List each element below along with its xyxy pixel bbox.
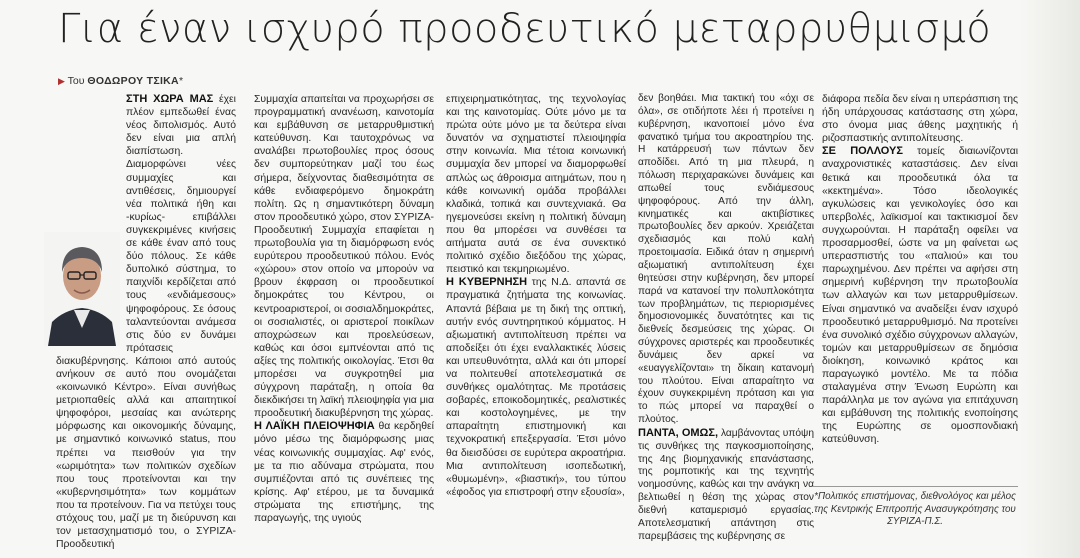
lead-in-4: ΠΑΝΤΑ, ΟΜΩΣ, (638, 426, 719, 439)
column-1-text: έχει πλέον εμπεδωθεί ένας νέος διπολισμός. Αυτό δεν είναι μια απλή διαπίστωση. Διαμορφώνει νέες συμμαχίες και αντιθέσεις, δημιουργεί νέα πολιτικά ήθη και -κυρίως- επιβάλλει συγκεκριμένες κινήσεις σε κάθε έναν από τους δύο πόλους. Σε κάθε δυπολικό σύστημα, το παιχνίδι κερδίζεται από τους «ενδιάμεσους» ψηφοφόρους. Σε όσους ταλαντεύονται ανάμεσα στις δύο εν δυνάμει πρότασεις διακυβέρνησης. Κάποιοι από αυτούς ανήκουν σε αυτό που ονομάζεται «κοινωνικό Κέντρο». Είναι συνήθως μετριοπαθείς αλλά και απαιτητικοί ψηφοφόροι, μεσαίας και ανώτερης μόρφωσης και οικονομικής δύναμης, με σημαντικό κοινωνικό status, που πρέπει να πεισθούν για την «ωριμότητα» των πολιτικών σχεδίων που τους προτείνονται και την «κυβερνησιμότητα» των κομμάτων που τα προτείνουν. Για να πετύχει τους στόχους του, μαζί με τη διεύρυνση και τον μετασχηματισμό του, ο ΣΥΡΙΖΑ-Προοδευτική (56, 94, 236, 551)
byline-prefix: Του (67, 75, 85, 87)
column-3 (446, 93, 626, 499)
byline-author: ΘΟΔΩΡΟΥ ΤΣΙΚΑ (87, 75, 179, 87)
author-photo (44, 232, 120, 346)
column-5-text-a: διάφορα πεδία δεν είναι η υπεράσπιση της ήδη υπάρχουσας κατάστασης στη χώρα, στο όνομα μιας άθεης μαχητικής ή ριζοσπαστικής αντιπολίτευσης. (822, 94, 1018, 145)
column-3-text-a: επιχειρηματικότητας, της τεχνολογίας και της καινοτομίας. Ούτε μόνο με τα πρώτα ούτε μόνο με τα δεύτερα είναι δυνατόν να σχηματιστεί πλειοψηφία στην κοινωνία. Μια τέτοια κοινωνική συμμαχία δεν μπορεί να διαμορφωθεί απλώς ως άθροισμα αιτημάτων, που η κάθε κοινωνική ομάδα προβάλλει κλαδικά, τοπικά και συντεχνιακά. Θα ηγεμονεύσει εκείνη η πολιτική δύναμη που θα μπορέσει να συνθέσει τα αιτήματα αυτά σε ένα συνεκτικό πολιτικό σχέδιο διεξόδου της χώρας, πειστικό και τεκμηριωμένο. (446, 94, 626, 276)
column-4-text-b: λαμβάνοντας υπόψη τις συνθήκες της παγκοσμιοποίησης, της 4ης βιομηχανικής επανάστασης, της ρομποτικής και της τεχνητής νοημοσύνης, καθώς και την ανάγκη να βελτιωθεί η θέση της χώρας στον διεθνή καταμερισμό εργασίας. Αποτελεσματική απάντηση στις παρεμβάσεις της κυβέρνησης σε (638, 427, 814, 542)
byline-suffix: * (178, 75, 184, 87)
lead-in-1: ΣΤΗ ΧΩΡΑ ΜΑΣ (126, 93, 214, 105)
byline (58, 75, 183, 87)
lead-in-2: Η ΛΑΪΚΗ ΠΛΕΙΟΨΗΦΙΑ (254, 420, 375, 433)
article-title: Για έναν ισχυρό προοδευτικό μεταρρυθμισμό (58, 6, 992, 52)
lead-in-5: ΣΕ ΠΟΛΛΟΥΣ (822, 145, 903, 158)
column-2-text-b: θα κερδηθεί μόνο μέσω της διαμόρφωσης μιας νέας κοινωνικής συμμαχίας. Αφ' ενός, με τα πιο αδύναμα στρώματα, που συμπιέζονται από τις συνέπειες της κρίσης. Αφ' ετέρου, με τα δυναμικά στρώματα της επιστήμης, της παραγωγής, της υγιούς (254, 421, 434, 524)
column-2 (254, 93, 434, 525)
column-4 (638, 93, 814, 544)
author-footnote: *Πολιτικός επιστήμονας, διεθνολόγος και μέλος της Κεντρικής Επιτροπής Ανασυγκρότησης του ΣΥΡΙΖΑ-Π.Σ. (812, 486, 1018, 529)
column-3-text-b: της Ν.Δ. απαντά σε πραγματικά ζητήματα της κοινωνίας. Απαντά βέβαια με τη δική της οπτική, αυτήν ενός συντηρητικού κόμματος. Η αξιωματική αντιπολίτευση πρέπει να αποδείξει ότι έχει εναλλακτικές λύσεις και υπευθυνότητα, αλλά και ότι μπορεί να πολιτευθεί αποτελεσματικά σε συνθήκες ομαλότητας. Με προτάσεις σοβαρές, εποικοδομητικές, ρεαλιστικές και κοστολογημένες, με την απαραίτητη επιστημονική και τεχνοκρατική επεξεργασία. Έτσι μόνο θα διεισδύσει σε ευρύτερα ακροατήρια. Μια αντιπολίτευση ισοπεδωτική, «θυμωμένη», «βιαστική», του τύπου «έφοδος για επιστροφή στην εξουσία», (446, 277, 626, 498)
page-edge-shade (1020, 0, 1080, 558)
byline-arrow-icon: ▶ (58, 76, 65, 86)
column-5-text-b: τομείς διαιωνίζονται αναχρονιστικές καταστάσεις. Δεν είναι θετικά και προοδευτικά όλα τα «κεκτημένα». Τόσο ιδεολογικές αγκυλώσεις και γενικολογίες όσο και υπερβολές, λαϊκισμοί και τακτικισμοί δεν συγχωρούνται. Η παράταξη οφείλει να προσαρμοσθεί, ώστε να μη φαίνεται ως υπερασπιστής του «παλιού» και του παρωχημένου. Δεν πρέπει να αφήσει στη σημερινή κυβέρνηση την πρωτοβουλία των αλλαγών και των μεταρρυθμίσεων. Είναι σημαντικό να αναδείξει έναν ισχυρό προοδευτικό μεταρρυθμισμό. Να προτείνει ένα συνολικό σχέδιο σύγχρονων αλλαγών, τομών και μεταρρυθμίσεων σε δημόσια διοίκηση, κοινωνικό κράτος και παραγωγικό μοντέλο. Με τα πόδια σταλαγμένα στην Ένωση Ευρώπη και παράλληλα με τον αγώνα για επιτάχυνση και εμβάθυνση της πολιτικής ενοποίησης της Ευρώπης σε ομοσπονδιακή κατεύθυνση. (822, 146, 1019, 446)
lead-in-3: Η ΚΥΒΕΡΝΗΣΗ (446, 276, 528, 289)
column-2-text-a: Συμμαχία απαιτείται να προχωρήσει σε προγραμματική ανανέωση, καινοτομία και εμβάθυνση σε μεταρρυθμιστική κατεύθυνση. Και ταυτοχρόνως να αναλάβει πρωτοβουλίες προς όσους δεν συμπορεύτηκαν μαζί του έως σήμερα, δείχνοντας διαθεσιμότητα σε κάθε ενδιαφερόμενο δημοκράτη πολίτη. Ως η σημαντικότερη δύναμη στον προοδευτικό χώρο, στον ΣΥΡΙΖΑ-Προοδευτική Συμμαχία επαφίεται η πρωτοβουλία για τη διαμόρφωση ενός ευρύτερου προοδευτικού πόλου. Ενός «χώρου» στον οποίο να μπορούν να βρουν έκφραση οι προοδευτικοί δημοκράτες του Κέντρου, οι κεντροαριστεροί, οι σοσιαλδημοκράτες, οι σοσιαλιστές, οι αριστεροί ποικίλων αποχρώσεων και προελεύσεων, καθώς και όσοι εμπνέονται από τις αξίες της πολιτικής οικολογίας. Έτσι θα μπορέσει να συγκροτηθεί μια σύγχρονη παράταξη, η οποία θα διεκδικήσει τη λαϊκή πλειοψηφία για μια προοδευτική διακυβέρνηση της χώρας. (254, 94, 435, 420)
column-5 (822, 93, 1018, 447)
column-4-text-a: δεν βοηθάει. Μια τακτική του «όχι σε όλα», σε οτιδήποτε λέει ή προτείνει η κυβέρνηση, ικανοποιεί μόνο ένα φανατικό τμήμα του ακροατηρίου της. Η κατάρρευσή των πάντων δεν αποδίδει. Από τη μια πλευρά, η πόλωση περιχαρακώνει δυνάμεις και απωθεί τους ενδιάμεσους ψηφοφόρους. Από την άλλη, κινηματικές και ακτιβίστικες πρωτοβουλίες δεν αρκούν. Χρειάζεται σχεδιασμός και πολύ καλή προετοιμασία. Ειδικά όταν η σημερινή αξιωματική αντιπολίτευση έχει θητεύσει στην κυβέρνηση, δεν μπορεί παρά να κατανοεί την πολυπλοκότητα των προβλημάτων, τις περιορισμένες δημοσιονομικές δυνατότητες και τις διεθνείς δεσμεύσεις της χώρας. Οι σύγχρονες αριστερές και προοδευτικές δυνάμεις δεν αρκεί να «ευαγγελίζονται» τη δίκαιη κατανομή του πλούτου. Είναι απαραίτητο να έχουν συγκεκριμένη πρόταση και για το πώς μπορεί να παραχθεί ο πλούτος. (638, 93, 814, 426)
